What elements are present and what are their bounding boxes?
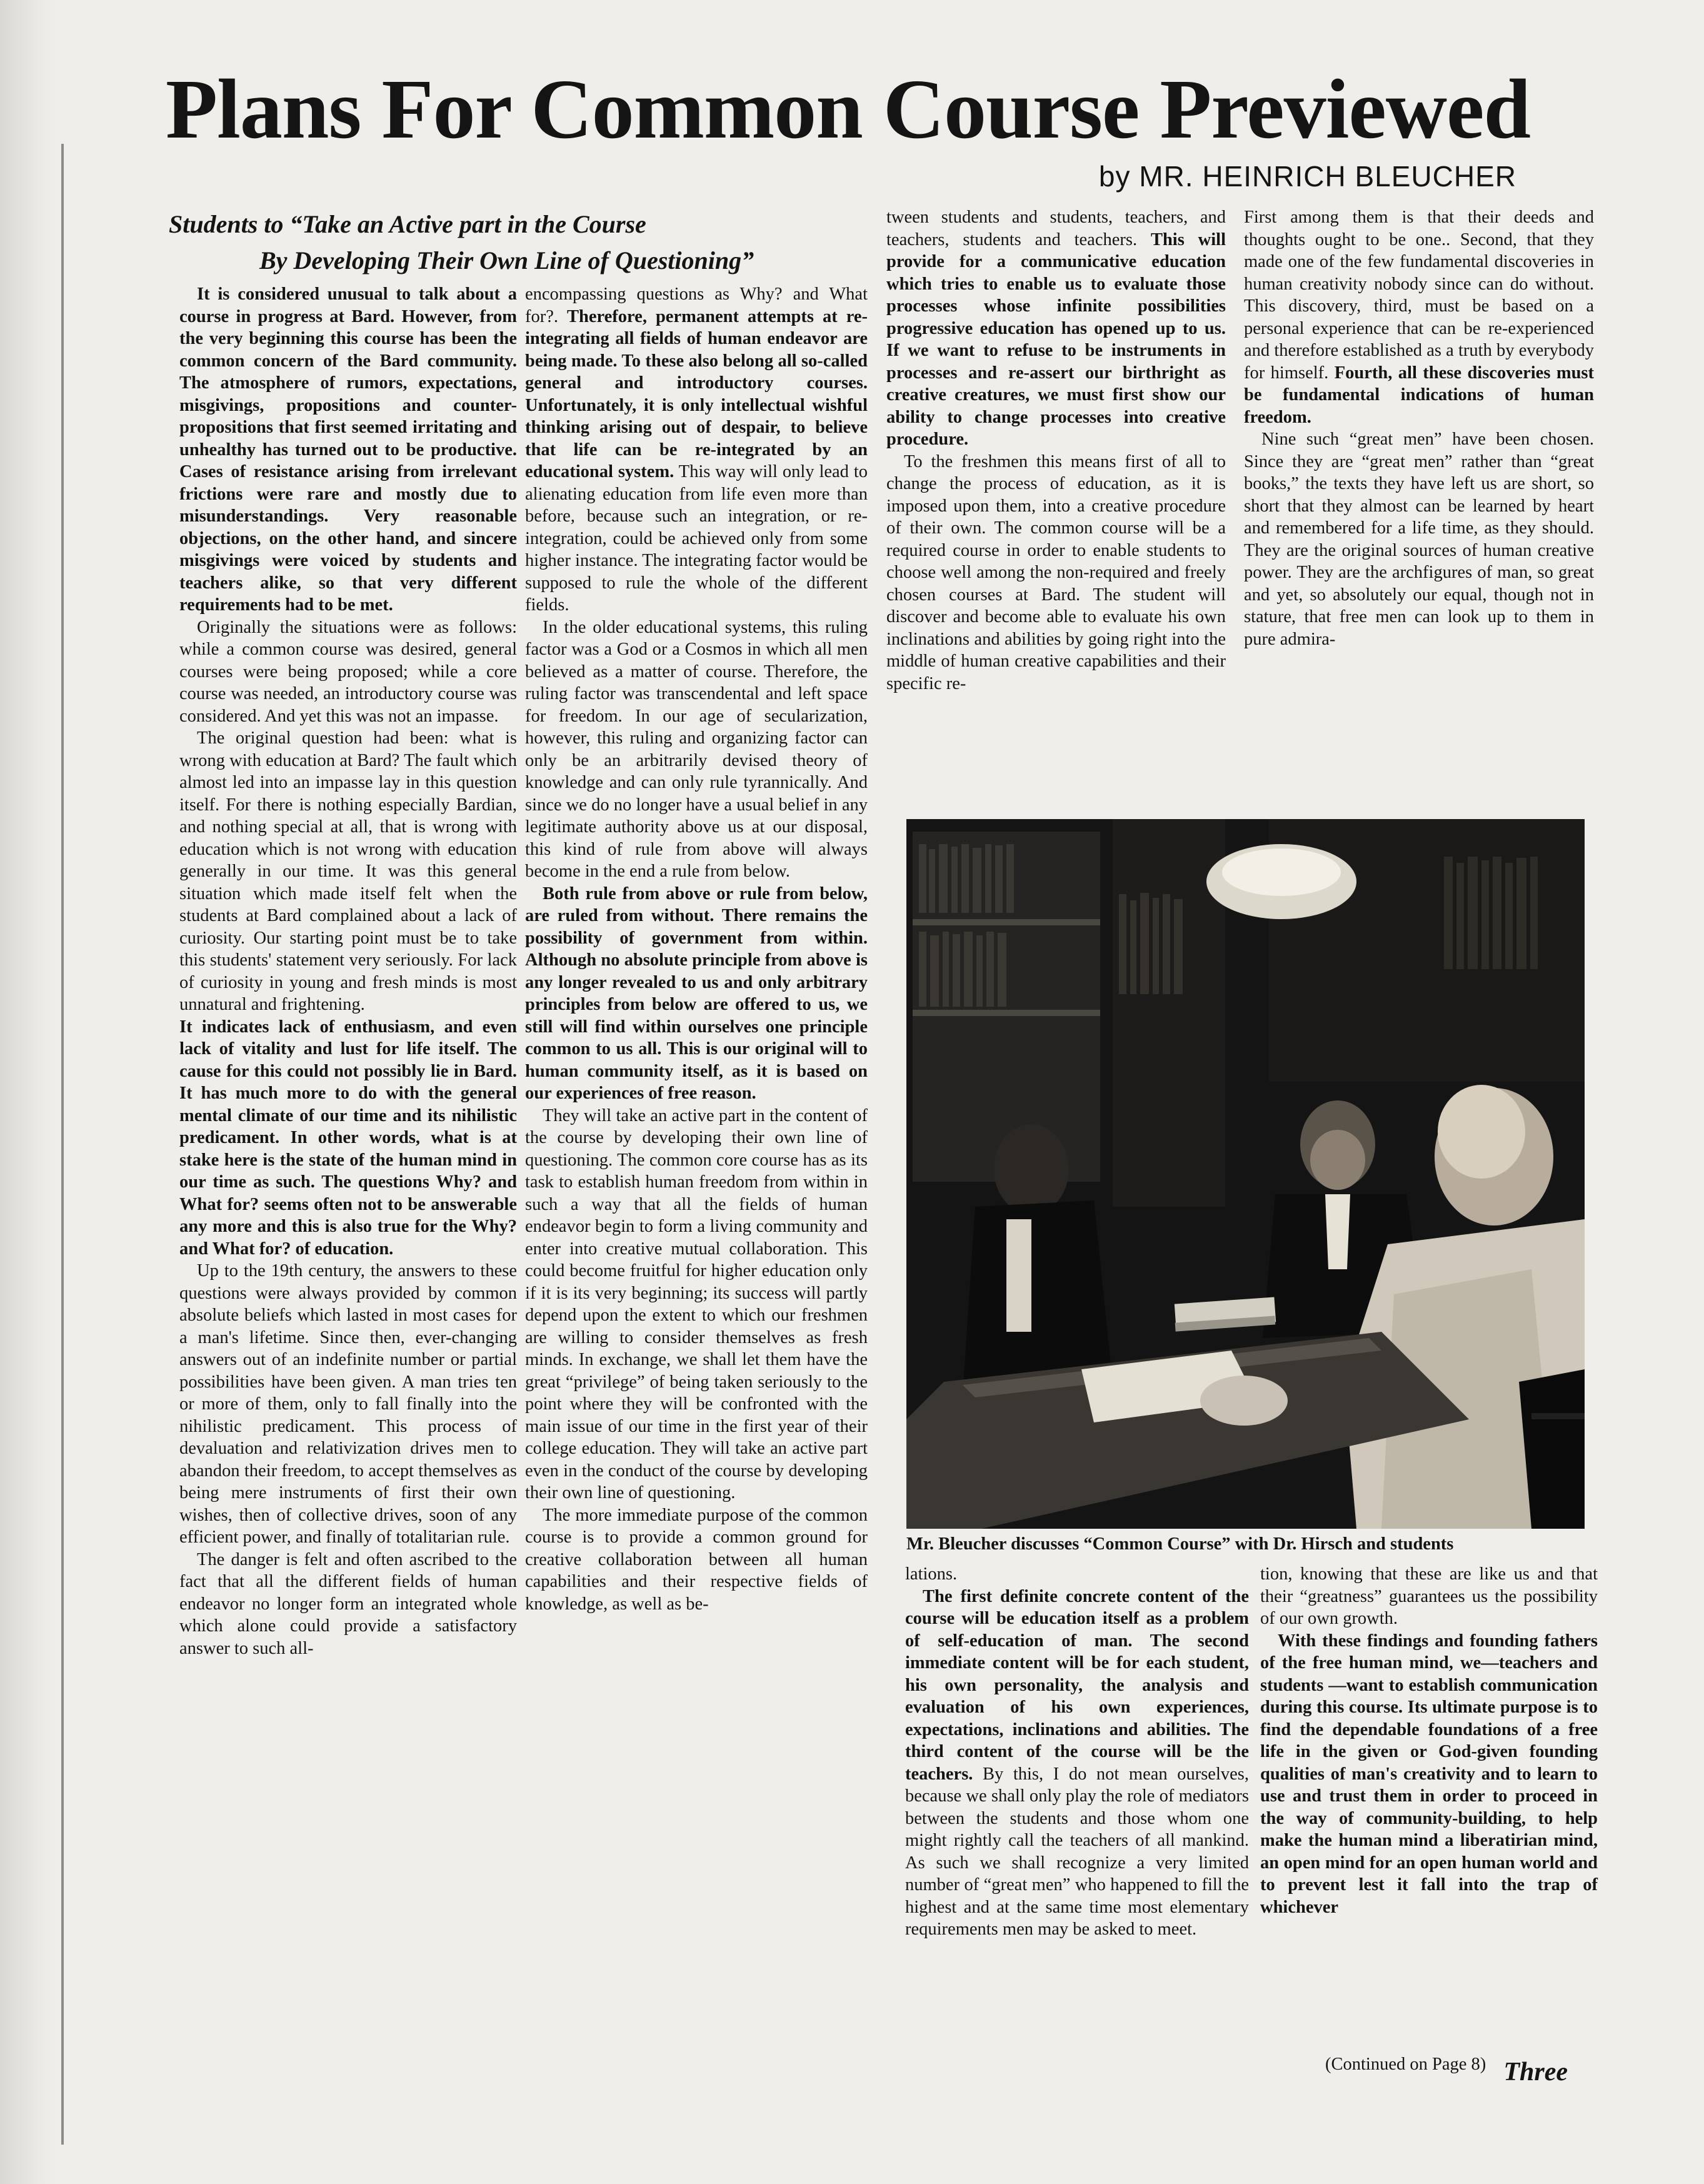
paragraph: In the older educational systems, this ruling factor was a God or a Cosmos in which all men believed as a matter of course. Therefore, the ruling factor was transcendental and left space for freedom. In our age of secularization, however, this ruling and organizing factor can only be an arbitrarily devised theory of knowledge and can only rule tyrannically. And since we do no longer have a usual belief in any legitimate authority above us at our disposal, this kind of rule from above will always become in the end a rule from below. [525,617,868,881]
paragraph: It is considered unusual to talk about a course in progress at Bard. However, from the very beginning this course has been the common concern of the Bard community. The atmosphere of rumors, expectations, misgivings, propositions and counter-propositions that first seemed irritating and unhealthy has turned out to be productive. Cases of resistance arising from irrelevant frictions were rare and mostly due to misunderstandings. Very reasonable objections, on the other hand, and sincere misgivings were voiced by students and teachers alike, so that very different requirements had to be met. [179,284,517,615]
text-run: tween students and students, teachers, and teachers, students and teachers. [886,208,1226,249]
column-3-lower [905,1563,1249,1941]
paragraph: tion, knowing that these are like us and that their “greatness” guarantees us the possibility of our own growth. [1260,1564,1598,1628]
text-run: This will provide for a communicative education which tries to enable us to evaluate those processes whose infinite possibilities progressive education has opened up to us. If we want to refuse to be instruments in processes and re-assert our birthright as creative creatures, we must first show our ability to change processes into creative procedure. [886,229,1226,449]
paragraph: Nine such “great men” have been chosen. Since they are “great men” rather than “great books,” the texts they have left us are short, so short that they almost can be learned by heart and remembered for a life time, as they should. They are the original sources of human creative power. They are the archfigures of man, so great and yet, so absolutely our equal, though not in stature, that free men can look up to them in pure admira- [1244,430,1594,649]
column-2 [525,283,868,1615]
paragraph [1244,206,1594,428]
paragraph: lations. [905,1564,958,1584]
column-3 [886,206,1226,695]
paragraph: Up to the 19th century, the answers to these questions were always provided by common absolute beliefs which lasted in most cases for a man's lifetime. Since then, ever-changing answers out of an indefinite number or partial possibilities have been given. A man tries ten or more of them, only to fall finally into the nihilistic predicament. This process of devaluation and relativization drives men to abandon their freedom, to accept themselves as being mere instruments of first their own wishes, then of collective drives, soon of any efficient power, and finally of totalitarian rule. [179,1261,517,1547]
page-number: Three [1503,2058,1568,2086]
paragraph: Both rule from above or rule from below, are ruled from without. There remains the possibility of government from within. Although no absolute principle from above is any longer revealed to us and only arbitrary principles from below are offered to us, we still will find within ourselves one principle common to us all. This is our original will to human community itself, as it is based on our experiences of free reason. [525,883,868,1103]
text-run: Therefore, permanent attempts at re-integrating all fields of human endeavor are being made. To these also belong all so-called general and introductory courses. Unfortunately, it is only intellectual wishful thinking arising out of despair, to believe that life can be re-integrated by an educational system. [525,306,868,481]
text-run: This way will only lead to alienating education from life even more than before, because such an integration, or re-integration, could be achieved only from some higher instance. The integrating factor would be supposed to rule the whole of the different fields. [525,462,868,615]
paragraph [886,206,1226,451]
continued-on-page: (Continued on Page 8) [1325,2055,1486,2074]
deck-line-1: Students to “Take an Active part in the Course [169,210,646,238]
classroom-photo [906,819,1585,1529]
paragraph: To the freshmen this means first of all to change the process of education, as it is imposed upon them, into a creative procedure of their own. The common course will be a required course in order to enable students to choose well among the non-required and freely chosen courses at Bard. The student will discover and become able to evaluate his own inclinations and abilities by going right into the middle of human creative capabilities and their specific re- [886,451,1226,693]
photo-illustration [906,819,1585,1529]
photo-caption: Mr. Bleucher discusses “Common Course” with Dr. Hirsch and students [906,1534,1454,1554]
gutter-rule [61,144,64,2145]
paragraph: Originally the situations were as follows: while a common course was desired, general courses were being proposed; while a core course was needed, an introductory course was considered. And yet this was not an impasse. [179,617,517,726]
paragraph [525,283,868,616]
paragraph: It indicates lack of enthusiasm, and even lack of vitality and lust for life itself. The cause for this could not possibly lie in Bard. It has much more to do with the general mental climate of our time and its nihilistic predicament. In other words, what is at stake here is the state of the human mind in our time as such. The questions Why? and What for? seems often not to be answerable any more and this is also true for the Why? and What for? of education. [179,1017,517,1259]
text-run: By this, I do not mean ourselves, because we shall only play the role of mediators between the students and those whom one might rightly call the teachers of all mankind. As such we shall recognize a very limited number of “great men” who happened to fill the highest and at the same time most elementary requirements men may be asked to meet. [905,1764,1249,1939]
column-1 [179,283,517,1659]
paragraph [905,1586,1249,1941]
headline: Plans For Common Course Previewed [166,63,1531,156]
page-edge [0,0,61,2184]
column-4 [1244,206,1594,650]
text-run: encompassing questions as Why? and What for?. [525,284,868,326]
paragraph: The original question had been: what is wrong with education at Bard? The fault which almost led into an impasse lay in this question itself. For there is nothing especially Bardian, and nothing special at all, that is wrong with education which is not wrong with education generally in our time. It was this general situation which made itself felt when the students at Bard complained about a lack of curiosity. Our starting point must be to take this students' statement very seriously. For lack of curiosity in young and fresh minds is most unnatural and frightening. [179,728,517,1014]
byline: by MR. HEINRICH BLEUCHER [1098,160,1516,193]
paragraph: With these findings and founding fathers of the free human mind, we—teachers and students —want to establish communication during this course. Its ultimate purpose is to find the dependable foundations of a free life in the given or God-given founding qualities of man's creativity and to learn to use and trust them in order to proceed in the way of community-building, to help make the human mind a liberatirian mind, an open mind for an open human world and to prevent lest it fall into the trap of whichever [1260,1631,1598,1917]
paragraph: The danger is felt and often ascribed to the fact that all the different fields of human endeavor no longer form an integrated whole which alone could provide a satisfactory answer to such all- [179,1549,517,1658]
deck-subheadline [169,206,881,279]
deck-line-2: By Developing Their Own Line of Questioning” [259,246,754,274]
text-run: Fourth, all these discoveries must be fundamental indications of human freedom. [1244,363,1595,427]
text-run: The first definite concrete content of the course will be education itself as a problem of self-education of man. The second immediate content will be for each student, his own personality, the analysis and evaluation of his own experiences, expectations, inclinations and abilities. The third content of the course will be the teachers. [905,1586,1249,1784]
paragraph: They will take an active part in the content of the course by developing their own line of questioning. The common core course has as its task to establish human freedom from within in such a way that all the fields of human endeavor begin to form a living community and enter into creative mutual collaboration. This could become fruitful for higher education only if it is its very beginning; its success will partly depend upon the extent to which our freshmen are willing to consider themselves as fresh minds. In exchange, we shall let them have the great “privilege” of being taken seriously to the point where they will be confronted with the main issue of our time in the first year of their college education. They will take an active part even in the conduct of the course by developing their own line of questioning. [525,1105,868,1502]
paragraph: The more immediate purpose of the common course is to provide a common ground for creative collaboration between all human capabilities and their respective fields of knowledge, as well as be- [525,1505,868,1614]
text-run: First among them is that their deeds and thoughts ought to be one.. Second, that they made one of the few fundamental discoveries in human creativity nobody since can do without. This discovery, third, must be based on a personal experience that can be re-experienced and therefore established as a truth by everybody for himself. [1244,208,1594,383]
column-4-lower [1260,1563,1598,1918]
